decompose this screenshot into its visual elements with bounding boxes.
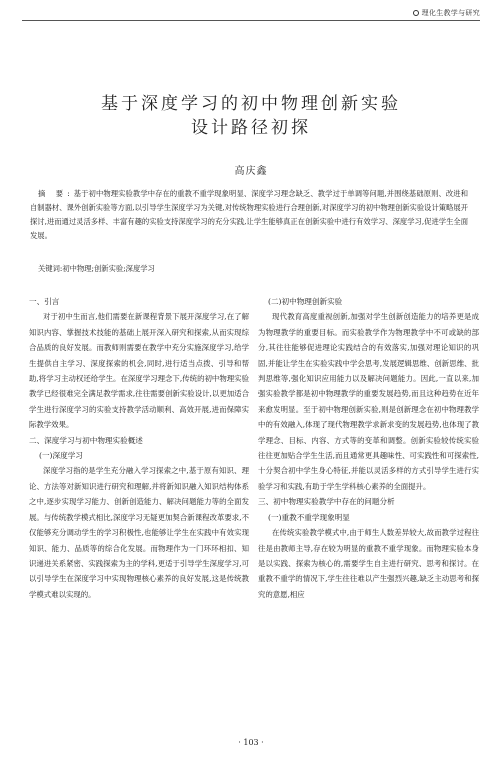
left-column — [29, 294, 249, 602]
keywords-text: 初中物理;创新实验;深度学习 — [62, 264, 155, 273]
paragraph: 对于初中生而言,他们需要在新课程背景下展开深度学习,在了解知识内容、掌握技术技能的基础上展开深入研究和探索,从而实现综合品质的良好发展。而教师则需要在教学中充分实施深度学习,给学生提供自主学习、深度探索的机会,同时,进行适当点拨、引导和帮助,将学习主动权还给学生。在深度学习理念下,传统的初中物理实验教学已经很难完全满足教学需求,往往需要创新实验设计,以更加适合学生进行深度学习的实验支持教学活动顺利、高效开展,进而保障实际教学效果。 — [29, 312, 249, 430]
paragraph: 现代教育高度重视创新,加强对学生创新创造能力的培养更是成为物理教学的重要目标。而实验教学作为物理教学中不可或缺的部分,其往往能够促进理论实践结合的有效落实,加强对理论知识的巩固,并能让学生在实验实践中学会思考,发展逻辑思维、创新思维、批判思维等,强化知识应用能力以及解决问题能力。因此,一直以来,加强实验教学都是初中物理教学的重要发展趋势,而且这种趋势在近年来愈发明显。至于初中物理创新实验,则是创新理念在初中物理教学中的有效融入,体现了现代物理教学求新求变的发展趋势,也体现了教学理念、目标、内容、方式等的变革和调整。创新实验较传统实验往往更加贴合学生生活,而且通常更具趣味性、可实践性和可探索性,十分契合初中学生身心特征,并能以灵活多样的方式引导学生进行实验学习和实践,有助于学生学科核心素养的全面提升。 — [258, 312, 479, 491]
keywords-label: 关键词: — [38, 264, 63, 273]
right-column — [258, 294, 479, 602]
section-heading: 一、引言 — [29, 297, 60, 306]
keywords — [30, 262, 468, 276]
paragraph: 在传统实验教学模式中,由于师生人数差异较大,故而教学过程往往是由教师主导,存在较为明显的重教不重学现象。而物理实验本身是以实践、探索为核心的,需要学生自主进行研究、思考和探讨。在重教不重学的情况下,学生往往难以产生强烈兴趣,缺乏主动思考和探究的意愿,相应 — [258, 528, 479, 599]
abstract-label: 摘 要: — [38, 189, 74, 198]
title-line-2: 设计路径初探 — [191, 118, 311, 138]
circle-bullet-icon — [413, 10, 419, 16]
section-heading: 三、初中物理实验教学中存在的问题分析 — [258, 497, 395, 507]
running-head — [413, 8, 480, 18]
author-name: 高庆鑫 — [234, 166, 268, 177]
subsection-heading: (一)深度学习 — [39, 451, 83, 461]
paragraph: 深度学习指的是学生充分融入学习探索之中,基于原有知识、理论、方法等对新知识进行研究和理解,并将新知识融入知识结构体系之中,逐步实现学习能力、创新创造能力、解决问题能力等的全面发展。与传统教学模式相比,深度学习无疑更加契合新课程改革要求,不仅能够充分调动学生的学习积极性,也能够让学生在实践中有效实现知识、能力、品质等的综合化发展。而物理作为一门环环相扣、知识递进关系紧密、实践探索为主的学科,更适于引导学生深度学习,可以引导学生在深度学习中实现物理核心素养的良好发展,这是传统教学模式难以实现的。 — [29, 466, 249, 599]
abstract — [30, 187, 468, 243]
running-head-text: 理化生教学与研究 — [421, 9, 480, 17]
title-line-1: 基于深度学习的初中物理创新实验 — [101, 94, 401, 114]
header-rule — [22, 20, 480, 21]
page-number: · 103 · — [238, 738, 264, 747]
section-heading: 二、深度学习与初中物理实验概述 — [29, 435, 143, 445]
article-title — [30, 92, 472, 140]
subsection-heading: (一)重教不重学现象明显 — [268, 512, 350, 522]
subsection-heading: (二)初中物理创新实验 — [268, 297, 343, 306]
abstract-text: 基于初中物理实验教学中存在的重教不重学现象明显、深度学习理念缺乏、教学过于单调等问题,并围绕基础原则、改进和自制器材、课外创新实验等方面,以引导学生深度学习为关键,对传统物理实验进行合理创新,对深度学习的初中物理创新实验设计策略展开探讨,进而通过灵活多样、丰富有趣的实验支持深度学习的充分实践,让学生能够真正在创新实验中进行有效学习、深度学习,促进学生全面发展。 — [30, 189, 468, 240]
